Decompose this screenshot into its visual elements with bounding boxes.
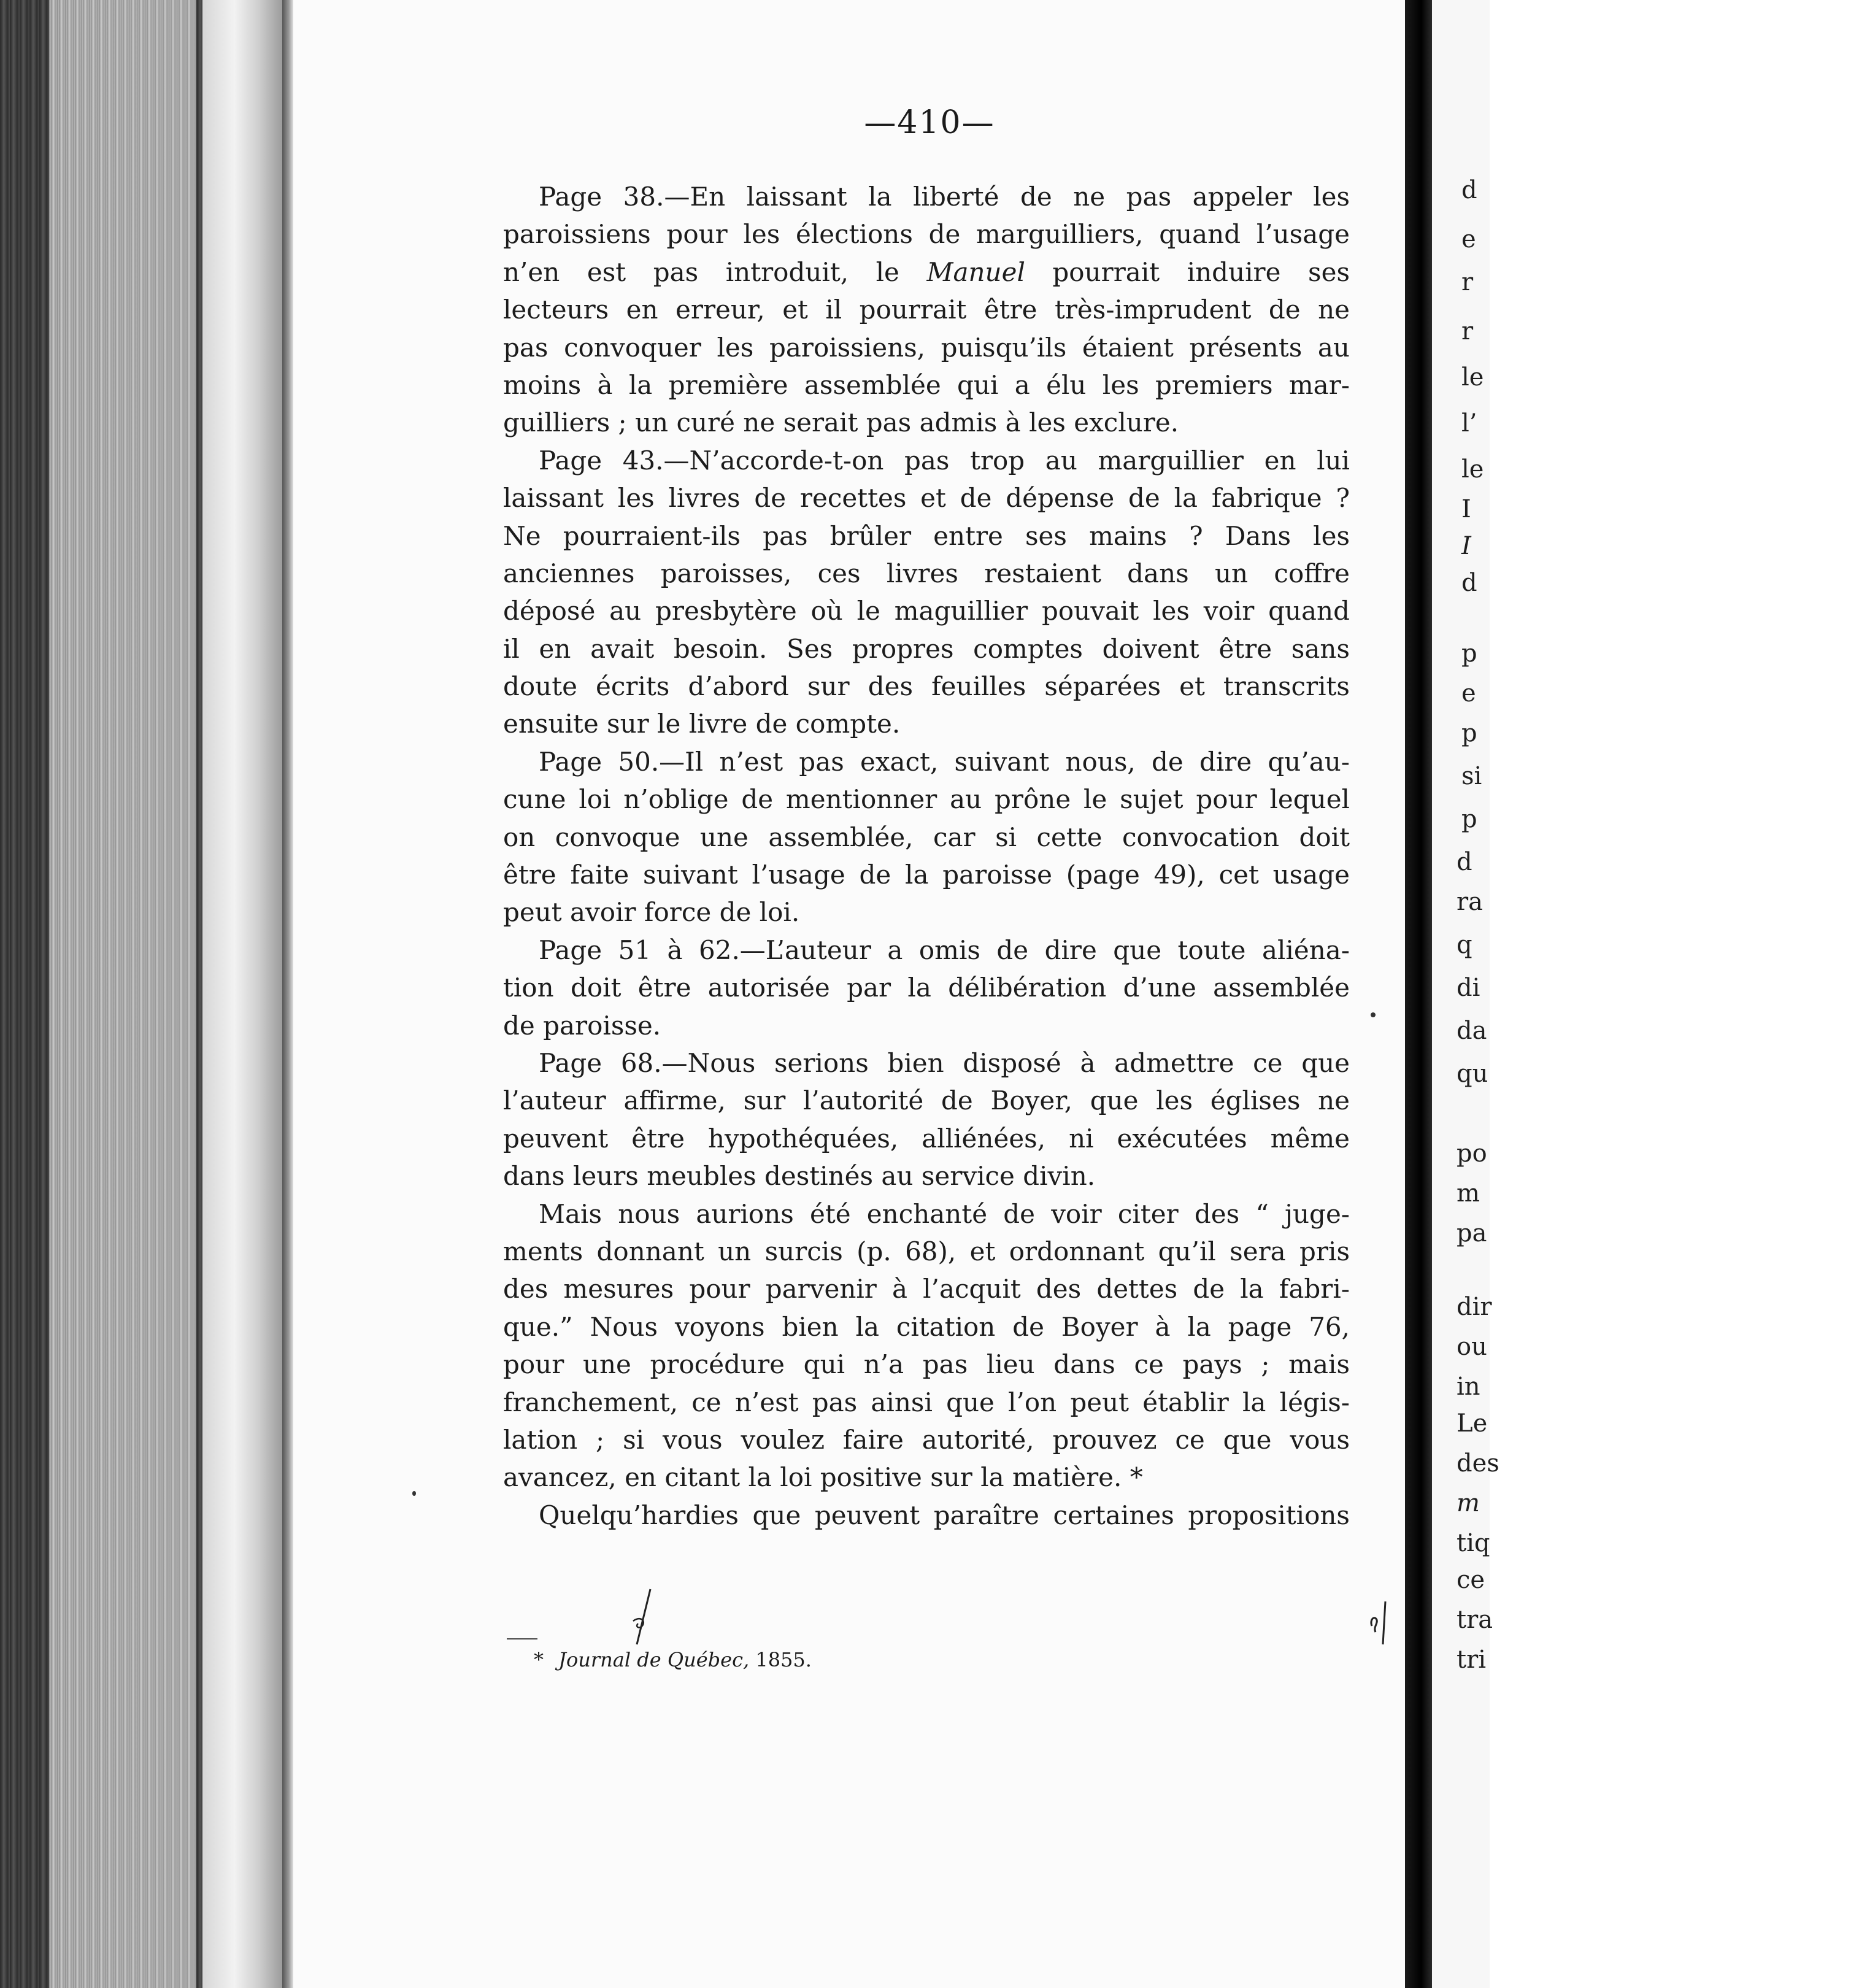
- adjacent-page-fragment: dir: [1457, 1293, 1492, 1321]
- text-line: Page 38.—En laissant la liberté de ne pas appeler les: [539, 182, 1350, 212]
- adjacent-page-fragment: des: [1457, 1449, 1499, 1478]
- adjacent-page-fragment: m: [1457, 1179, 1480, 1208]
- text-line: [503, 253, 1350, 291]
- text-line: lation ; si vous voulez faire autorité, prouvez ce que vous: [503, 1424, 1350, 1455]
- book-page-edges-light: [49, 0, 196, 1988]
- adjacent-page-fragment: ra: [1457, 888, 1483, 916]
- text-line: Page 43.—N’accorde-t-on pas trop au marguillier en lui: [539, 445, 1350, 476]
- text-line: Quelqu’hardies que peuvent paraître certaines propositions: [539, 1500, 1350, 1530]
- adjacent-page-fragment: d: [1461, 569, 1477, 597]
- adjacent-page-fragment: q: [1457, 931, 1472, 959]
- adjacent-page-fragment: in: [1457, 1373, 1480, 1401]
- adjacent-page-fragment: po: [1457, 1139, 1487, 1168]
- adjacent-page-fragment: m: [1457, 1489, 1480, 1517]
- body-text: [503, 178, 1350, 1534]
- adjacent-page-fragment: tri: [1457, 1646, 1486, 1674]
- text-line: avancez, en citant la loi positive sur la matière. *: [503, 1462, 1143, 1493]
- footnote: [534, 1648, 812, 1671]
- text-segment: n’en est pas introduit, le: [503, 256, 927, 287]
- footnote-year: 1855.: [749, 1648, 812, 1671]
- text-line: il en avait besoin. Ses propres comptes doivent être sans: [503, 633, 1350, 664]
- text-line: pour une procédure qui n’a pas lieu dans ce pays ; mais: [503, 1349, 1350, 1380]
- text-line: être faite suivant l’usage de la paroisse (page 49), cet usage: [503, 860, 1350, 890]
- adjacent-page-fragment: le: [1461, 455, 1484, 484]
- text-line: anciennes paroisses, ces livres restaient dans un coffre: [503, 558, 1350, 588]
- footnote-rule: [507, 1638, 537, 1639]
- adjacent-page-fragment: e: [1461, 225, 1476, 253]
- text-line: cune loi n’oblige de mentionner au prône le sujet pour lequel: [503, 784, 1350, 815]
- adjacent-page-fragment: da: [1457, 1017, 1487, 1045]
- text-line: laissant les livres de recettes et de dépense de la fabrique ?: [503, 483, 1350, 514]
- text-line: moins à la première assemblée qui a élu les premiers mar-: [503, 369, 1350, 400]
- text-line: ensuite sur le livre de compte.: [503, 709, 901, 739]
- adjacent-page-fragment: l’: [1461, 409, 1477, 437]
- adjacent-page-fragment: e: [1461, 679, 1476, 707]
- adjacent-page-fragment: di: [1457, 974, 1480, 1002]
- adjacent-page-fragment: tra: [1457, 1606, 1493, 1634]
- handwritten-mark-margin: [1368, 1583, 1393, 1651]
- adjacent-page-fragment: I: [1461, 495, 1471, 523]
- text-line: Ne pourraient-ils pas brûler entre ses mains ? Dans les: [503, 520, 1350, 551]
- adjacent-page-fragment: pa: [1457, 1219, 1487, 1247]
- text-line: doute écrits d’abord sur des feuilles séparées et transcrits: [503, 671, 1350, 702]
- adjacent-page-fragment: p: [1461, 719, 1477, 747]
- text-line: ments donnant un surcis (p. 68), et ordonnant qu’il sera pris: [503, 1236, 1350, 1266]
- text-line: dans leurs meubles destinés au service divin.: [503, 1161, 1096, 1192]
- adjacent-page-fragment: le: [1461, 363, 1484, 391]
- adjacent-page-fragment: d: [1461, 176, 1477, 204]
- footnote-marker: *: [534, 1648, 544, 1671]
- adjacent-page-fragment: r: [1461, 268, 1474, 296]
- text-line: Page 51 à 62.—L’auteur a omis de dire que toute aliéna-: [539, 934, 1350, 965]
- text-line: Page 50.—Il n’est pas exact, suivant nous, de dire qu’au-: [539, 746, 1350, 777]
- book-edge-highlight: [202, 0, 282, 1988]
- text-line: guilliers ; un curé ne serait pas admis à les exclure.: [503, 407, 1179, 438]
- gutter-shadow: [282, 0, 293, 1988]
- text-line: tion doit être autorisée par la délibération d’une assemblée: [503, 973, 1350, 1003]
- page-number: —410—: [864, 104, 995, 141]
- text-line: on convoque une assemblée, car si cette convocation doit: [503, 822, 1350, 852]
- text-line: Page 68.—Nous serions bien disposé à admettre ce que: [539, 1047, 1350, 1078]
- text-line: déposé au presbytère où le maguillier pouvait les voir quand: [503, 596, 1350, 626]
- text-line: Mais nous aurions été enchanté de voir citer des “ juge-: [539, 1198, 1350, 1229]
- italic-title: Manuel: [926, 256, 1025, 287]
- adjacent-page-fragment: ce: [1457, 1566, 1485, 1594]
- adjacent-page-fragment: p: [1461, 639, 1477, 668]
- text-line: des mesures pour parvenir à l’acquit des dettes de la fabri-: [503, 1274, 1350, 1304]
- text-line: peut avoir force de loi.: [503, 897, 800, 928]
- adjacent-page-fragment: I: [1461, 532, 1471, 560]
- footnote-source: Journal de Québec,: [558, 1648, 750, 1671]
- adjacent-page-fragment: qu: [1457, 1060, 1488, 1088]
- text-line: lecteurs en erreur, et il pourrait être très-imprudent de ne: [503, 295, 1350, 325]
- adjacent-page-fragment: p: [1461, 805, 1477, 833]
- text-line: franchement, ce n’est pas ainsi que l’on peut établir la légis-: [503, 1387, 1350, 1417]
- right-binding-gutter: [1405, 0, 1432, 1988]
- adjacent-page-fragment: ou: [1457, 1333, 1487, 1361]
- text-line: que.” Nous voyons bien la citation de Boyer à la page 76,: [503, 1311, 1350, 1342]
- handwritten-correction-mark: [626, 1583, 663, 1651]
- adjacent-page-fragment: d: [1457, 848, 1472, 876]
- adjacent-page-fragment: tiq: [1457, 1529, 1490, 1557]
- scan-speck: [412, 1491, 416, 1496]
- adjacent-page-fragment: r: [1461, 317, 1474, 345]
- scan-speck: [1371, 1012, 1376, 1017]
- adjacent-page-fragment: Le: [1457, 1409, 1488, 1438]
- text-line: de paroisse.: [503, 1010, 661, 1041]
- text-line: pas convoquer les paroissiens, puisqu’ils étaient présents au: [503, 332, 1350, 363]
- text-line: l’auteur affirme, sur l’autorité de Boyer, que les églises ne: [503, 1085, 1350, 1116]
- adjacent-page-sliver: [1432, 0, 1499, 1988]
- text-segment: pourrait induire ses: [1025, 256, 1350, 287]
- text-line: paroissiens pour les élections de marguilliers, quand l’usage: [503, 219, 1350, 250]
- adjacent-page-fragment: si: [1461, 762, 1482, 790]
- text-line: peuvent être hypothéquées, alliénées, ni exécutées même: [503, 1123, 1350, 1154]
